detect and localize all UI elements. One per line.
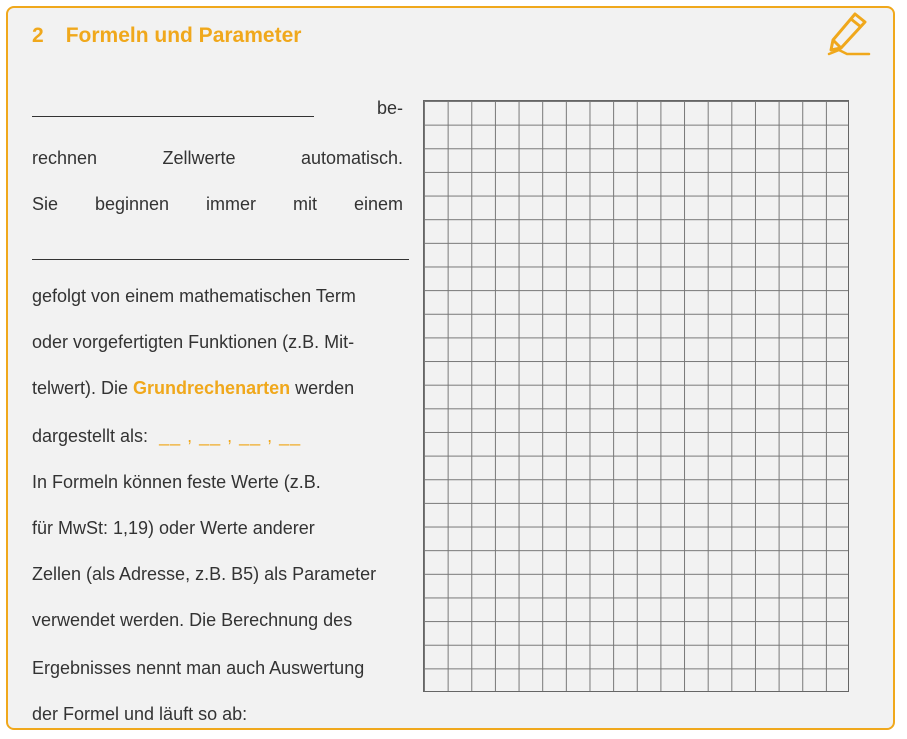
fill-in-blank[interactable] [32, 94, 314, 117]
exercise-card [6, 6, 895, 730]
word: beginnen [94, 194, 170, 214]
word: automatisch. [300, 148, 403, 168]
section-title: Formeln und Parameter [65, 24, 302, 47]
text-line [32, 374, 403, 402]
text-line: Zellen (als Adresse, z.B. B5) als Parameter [32, 564, 377, 584]
text-line: In Formeln können feste Werte (z.B. [32, 472, 321, 492]
word: rechnen [32, 148, 98, 168]
text-fragment: be- [376, 98, 403, 118]
word: immer [206, 194, 257, 214]
word: einem [353, 194, 403, 214]
text-fragment: werden [295, 378, 355, 398]
section-heading [32, 24, 301, 48]
text-line [32, 422, 403, 450]
highlight-term: Grundrechenarten [133, 378, 291, 398]
text-line [32, 94, 403, 122]
text-line: der Formel und läuft so ab: [32, 704, 248, 724]
section-number: 2 [32, 24, 44, 47]
text-fragment: telwert). Die [32, 378, 129, 398]
word: Zellwerte [162, 148, 236, 168]
word: mit [293, 194, 317, 214]
fill-in-blank[interactable] [32, 237, 409, 260]
text-line: Ergebnisses nennt man auch Auswertung [32, 658, 365, 678]
grid-paper[interactable] [423, 100, 849, 692]
text-line [32, 190, 403, 218]
operator-blanks[interactable]: __ , __ , __ , __ [159, 426, 302, 446]
text-fragment: dargestellt als: [32, 426, 149, 446]
text-line: für MwSt: 1,19) oder Werte anderer [32, 518, 315, 538]
text-line: oder vorgefertigten Funktionen (z.B. Mit- [32, 332, 355, 352]
word: Sie [32, 194, 59, 214]
text-line: verwendet werden. Die Berechnung des [32, 610, 353, 630]
text-line [32, 232, 403, 260]
text-line [32, 144, 403, 172]
pencil-icon [825, 10, 871, 58]
text-line: gefolgt von einem mathematischen Term [32, 286, 356, 306]
